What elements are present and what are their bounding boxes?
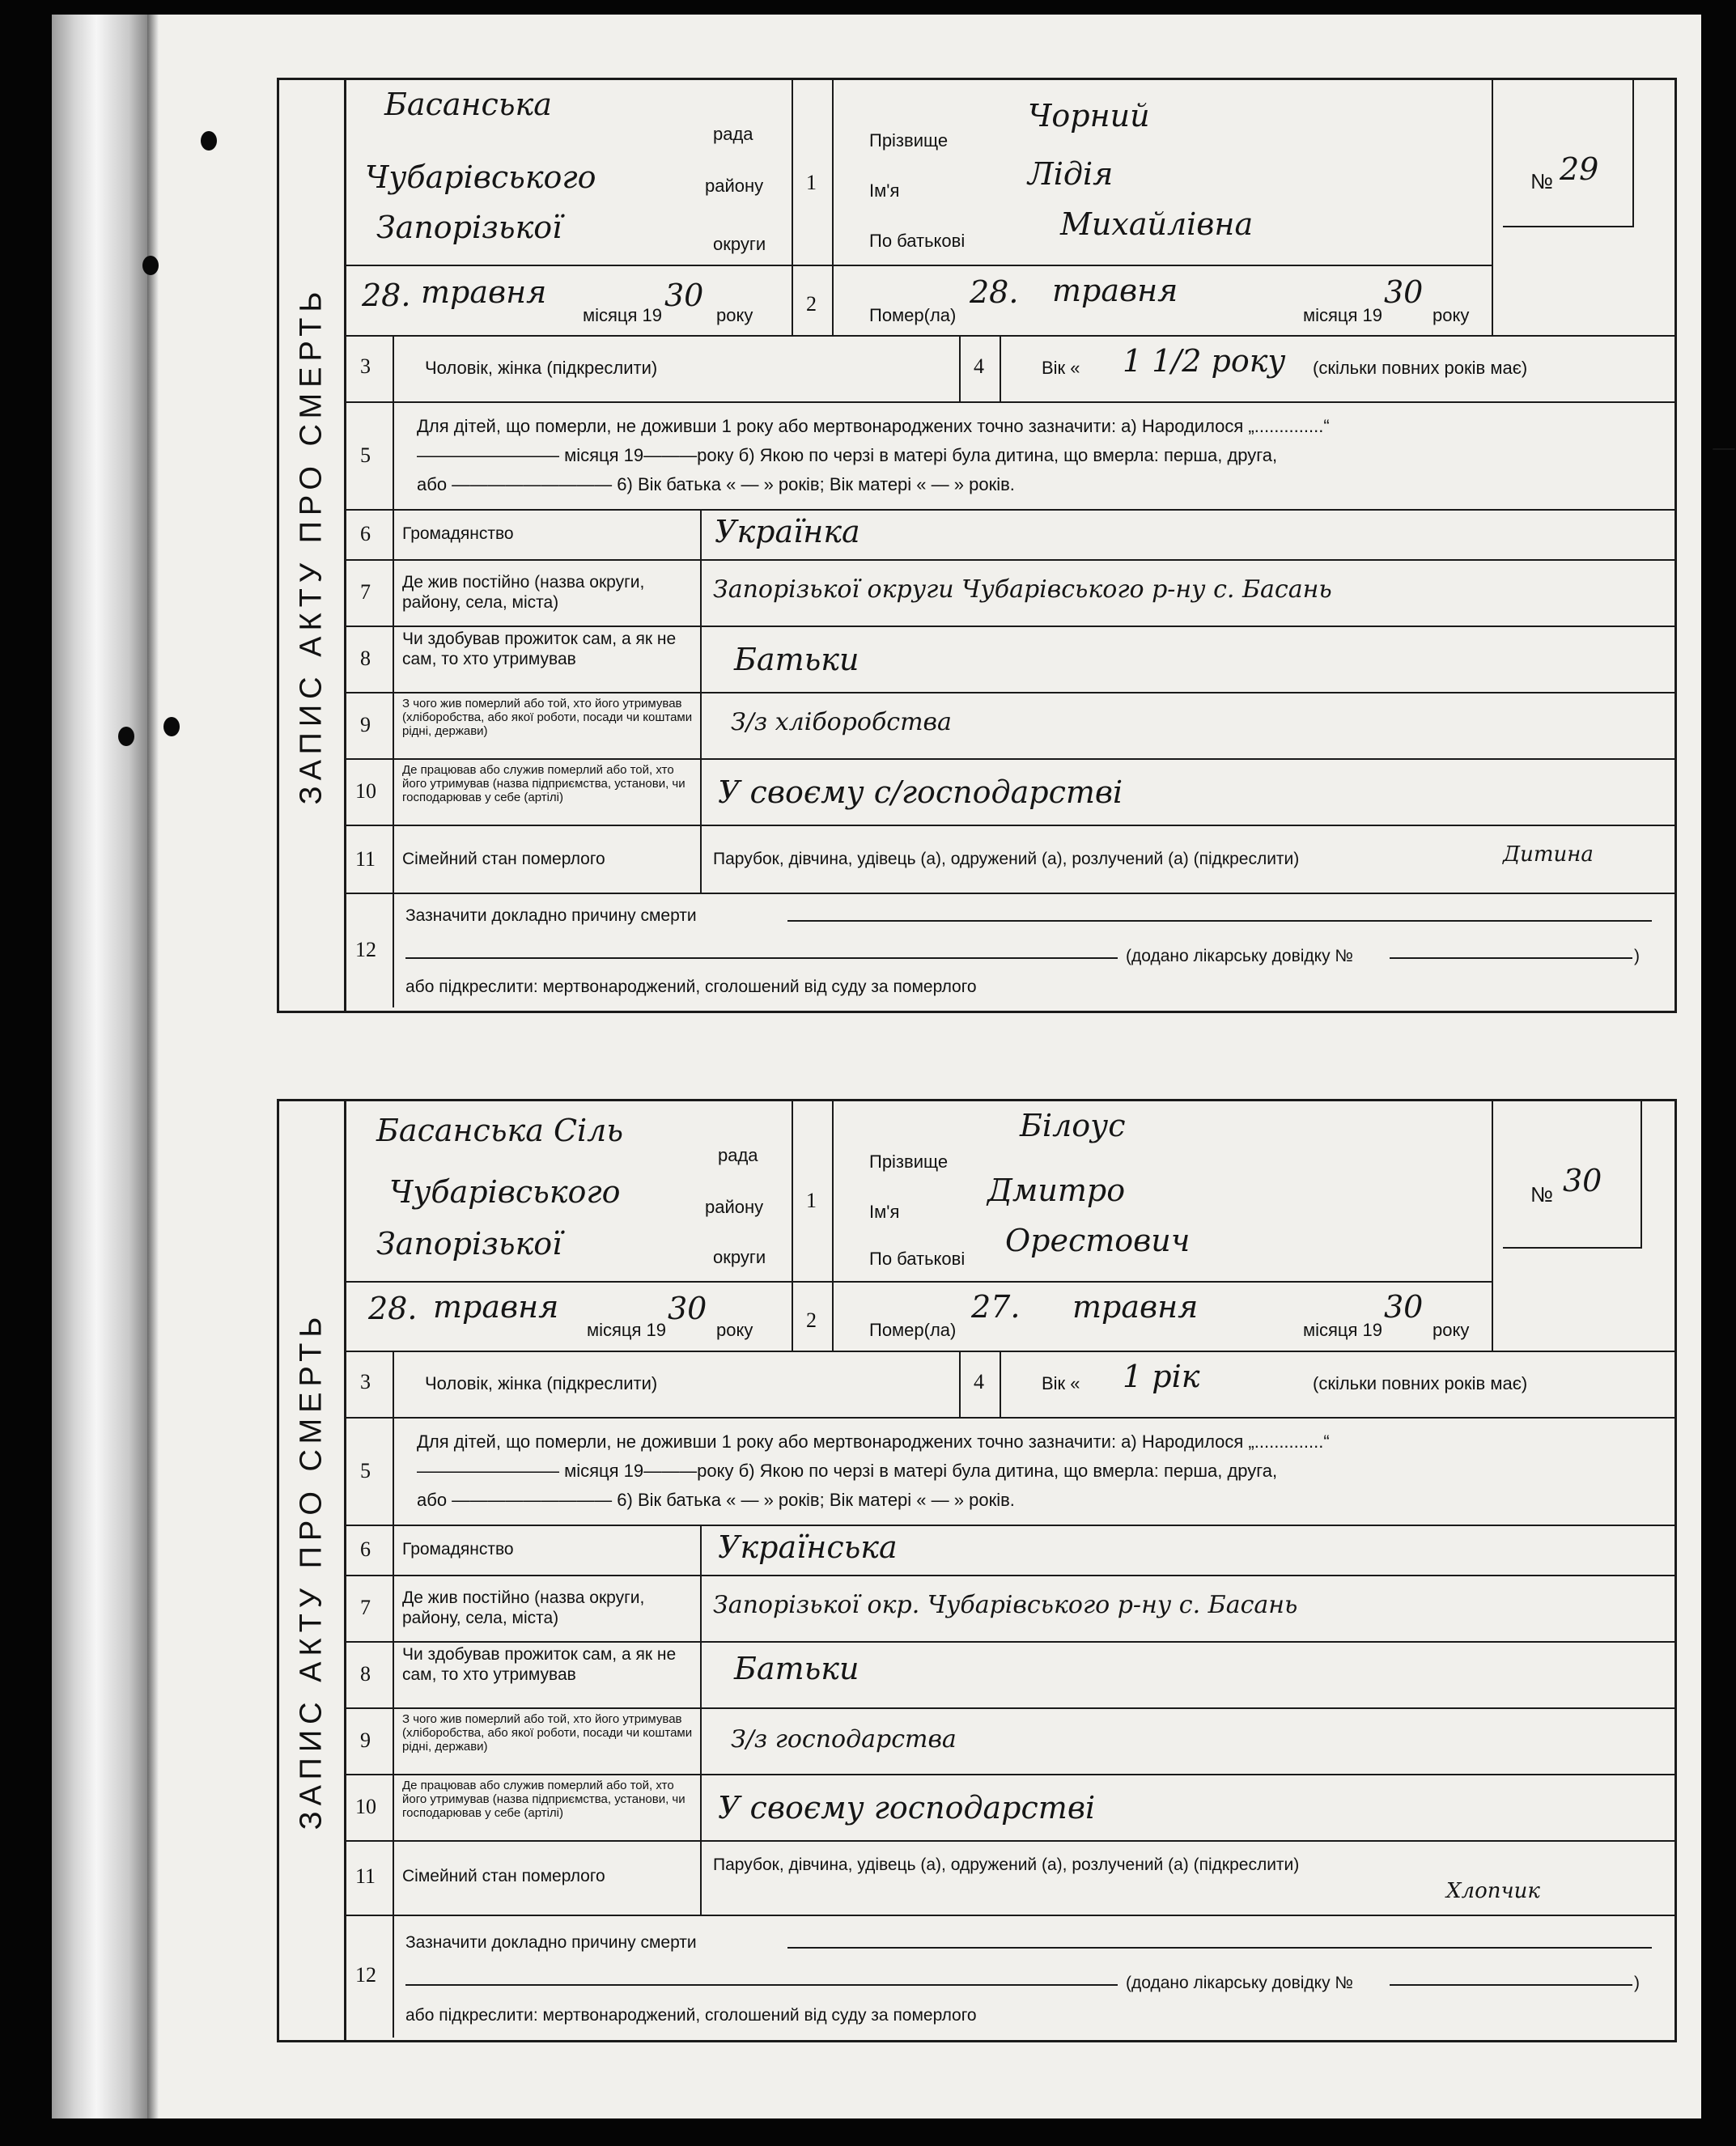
field-number: 2 (806, 1308, 817, 1332)
divider (834, 1281, 1493, 1283)
okrug-hw: Запорізької (376, 210, 562, 245)
row-9 (344, 1707, 1674, 1775)
district-hw: Чубарівського (389, 1174, 621, 1210)
marital-label: Сімейний стан померлого (402, 850, 605, 868)
reg-year-label: року (716, 1320, 753, 1340)
entry-number-cell (1492, 80, 1676, 335)
workplace-hw: У своєму с/господарстві (718, 774, 1123, 810)
surname-hw: Білоус (1020, 1108, 1126, 1143)
children-cell (393, 1417, 1676, 1525)
surname-label: Прізвище (869, 130, 949, 151)
cert-label: (додано лікарську довідку № (1126, 947, 1353, 965)
value-cell (700, 1774, 1676, 1840)
cert-label: (додано лікарську довідку № (1126, 1974, 1353, 1992)
citizenship-hw: Українка (715, 514, 860, 549)
num-col (792, 1101, 834, 1351)
citizenship-label: Громадянство (402, 1540, 514, 1559)
divider (793, 265, 834, 266)
label-cell (393, 758, 702, 825)
field-number: 9 (360, 713, 371, 736)
divider (834, 265, 1493, 266)
children-line-1: Для дітей, що померли, не доживши 1 року або мертвонароджених точно зазначити: а) Народилося „..............“ (417, 416, 1330, 436)
label-cell (393, 559, 702, 626)
field-number: 12 (355, 938, 376, 961)
occupation-label: З чого жив померлий або той, хто його утримував (хліборобства, або якої роботи, посади чи коштами рідні, держави) (402, 1712, 693, 1754)
entry-number: 30 (1563, 1163, 1602, 1198)
died-year-label: року (1433, 305, 1470, 325)
died-label: Помер(ла) (869, 305, 957, 325)
registry-cell (344, 1101, 792, 1351)
value-cell (700, 1641, 1676, 1707)
binding-hole (201, 131, 217, 151)
vertical-title: ЗАПИС АКТУ ПРО СМЕРТЬ (294, 286, 329, 805)
citizenship-label: Громадянство (402, 524, 514, 543)
children-line-3: або ————————— 6) Вік батька « — » років; Вік матері « — » років. (417, 1490, 1015, 1510)
okrug-label: округи (713, 234, 766, 254)
vertical-title-column (279, 80, 346, 1011)
cert-close: ) (1634, 947, 1640, 965)
row-8 (344, 626, 1674, 693)
value-cell (700, 1840, 1676, 1915)
surname-label: Прізвище (869, 1151, 949, 1172)
stillborn-label: або підкреслити: мертвонароджений, сголошений від суду за померлого (405, 2006, 977, 2025)
divider (344, 1281, 792, 1283)
died-month-label: місяця 19 (1303, 305, 1383, 325)
field-number: 3 (360, 354, 371, 378)
sex-cell (393, 1351, 961, 1417)
header-block (344, 80, 1674, 337)
row-5-children (344, 401, 1736, 511)
binding-hole (142, 256, 159, 275)
district-label: району (705, 1197, 764, 1217)
residence-label: Де жив постійно (назва округи, району, села, міста) (402, 573, 645, 612)
age-hw: 1 рік (1123, 1359, 1200, 1394)
age-suffix: (скільки повних років має) (1313, 1373, 1528, 1393)
label-cell (393, 1575, 702, 1641)
field-number: 1 (806, 171, 817, 194)
reg-year-hw: 30 (668, 1291, 707, 1326)
cert-line (1390, 957, 1632, 959)
cause-label: Зазначити докладно причину смерти (405, 1933, 697, 1952)
death-record-form-2 (277, 1099, 1677, 2042)
patronymic-label: По батькові (869, 231, 966, 251)
patronymic-hw: Михайлівна (1060, 206, 1254, 242)
okrug-label: округи (713, 1247, 766, 1267)
patronymic-label: По батькові (869, 1249, 966, 1269)
value-cell (700, 626, 1676, 692)
cause-cell (393, 1915, 1676, 2038)
reg-year-hw: 30 (664, 278, 704, 313)
value-cell (700, 1575, 1676, 1641)
age-cell (1000, 1351, 1676, 1417)
age-cell (1000, 335, 1676, 401)
person-cell (832, 1101, 1493, 1351)
entry-label: № (1530, 1182, 1553, 1207)
citizenship-hw: Українська (718, 1529, 898, 1565)
reg-day-hw: 28. (368, 1291, 418, 1326)
label-cell (393, 825, 702, 893)
cause-label: Зазначити докладно причину смерти (405, 906, 697, 925)
entry-number-cell (1492, 1101, 1676, 1351)
row-6 (344, 1525, 1674, 1576)
age-hw: 1 1/2 року (1123, 343, 1286, 379)
marital-options: Парубок, дівчина, удівець (а), одружений (а), розлучений (а) (підкреслити) (713, 850, 1300, 868)
surname-hw: Чорний (1028, 98, 1150, 134)
name-label: Ім'я (869, 180, 900, 201)
field-number: 4 (974, 354, 984, 378)
field-number: 6 (360, 1537, 371, 1561)
registry-cell (344, 80, 792, 335)
field-number: 8 (360, 647, 371, 670)
district-label: району (705, 176, 764, 196)
cause-line (405, 1984, 1118, 1986)
label-cell (393, 1707, 702, 1774)
died-month-hw: травня (1052, 273, 1178, 308)
children-line-2: ———————— місяця 19———року б) Якою по черзі в матері була дитина, що вмерла: перша, друга, (417, 1461, 1278, 1481)
support-hw: Батьки (734, 1651, 860, 1686)
district-hw: Чубарівського (365, 159, 596, 195)
cause-line (405, 957, 1118, 959)
scanned-page (52, 15, 1736, 2118)
label-cell (393, 626, 702, 692)
row-10 (344, 1774, 1674, 1842)
cause-line (787, 1947, 1652, 1949)
occupation-hw: З/з хліборобства (731, 708, 952, 736)
occupation-label: З чого жив померлий або той, хто його утримував (хліборобства, або якої роботи, посади чи коштами рідні, держави) (402, 697, 693, 738)
field-number: 7 (360, 580, 371, 604)
reg-month-label: місяця 19 (587, 1320, 667, 1340)
num-col (959, 335, 1001, 401)
council-hw: Басанська (384, 87, 552, 122)
name-label: Ім'я (869, 1202, 900, 1222)
field-number: 11 (355, 847, 376, 871)
council-hw: Басанська Сіль (376, 1113, 624, 1148)
value-cell (700, 825, 1676, 893)
binding-hole (118, 727, 134, 746)
reg-month-hw: травня (433, 1289, 559, 1325)
divider (793, 1281, 834, 1283)
row-6 (344, 509, 1674, 561)
row-7 (344, 559, 1674, 627)
age-suffix: (скільки повних років має) (1313, 358, 1528, 378)
page-fold-edge (147, 15, 159, 2118)
support-hw: Батьки (734, 642, 860, 677)
value-cell (700, 1707, 1676, 1774)
reg-month-hw: травня (421, 274, 547, 310)
row-11 (344, 825, 1674, 894)
field-number: 5 (360, 1459, 371, 1482)
children-side-hw: — (1712, 434, 1736, 462)
row-5-children (344, 1417, 1674, 1526)
value-cell (700, 692, 1676, 758)
label-cell (393, 1525, 702, 1575)
sex-label: Чоловік, жінка (підкреслити) (425, 358, 658, 378)
label-cell (393, 509, 702, 559)
row-9 (344, 692, 1674, 760)
field-number: 6 (360, 522, 371, 545)
page-fold-shadow (52, 15, 147, 2118)
entry-label: № (1530, 169, 1553, 193)
death-record-form-1 (277, 78, 1736, 1013)
residence-label: Де жив постійно (назва округи, району, села, міста) (402, 1588, 645, 1627)
field-number: 4 (974, 1370, 984, 1393)
age-label: Вік « (1042, 1373, 1080, 1393)
field-number: 12 (355, 1963, 376, 1987)
value-cell (700, 509, 1676, 559)
value-cell (700, 559, 1676, 626)
stillborn-label: або підкреслити: мертвонароджений, сголошений від суду за померлого (405, 978, 977, 996)
value-cell (700, 758, 1676, 825)
cause-line (787, 920, 1652, 922)
died-day-hw: 28. (970, 274, 1019, 310)
died-year-hw: 30 (1384, 274, 1424, 310)
divider (344, 265, 792, 266)
children-cell (393, 401, 1736, 509)
label-cell (393, 1774, 702, 1840)
died-year-hw: 30 (1384, 1289, 1424, 1325)
label-cell (393, 692, 702, 758)
reg-month-label: місяця 19 (583, 305, 663, 325)
num-col (959, 1351, 1001, 1417)
council-label: рада (718, 1145, 758, 1165)
person-cell (832, 80, 1493, 335)
children-line-1: Для дітей, що померли, не доживши 1 року або мертвонароджених точно зазначити: а) Народилося „..............“ (417, 1431, 1330, 1452)
field-number: 10 (355, 1795, 376, 1818)
died-day-hw: 27. (971, 1289, 1021, 1325)
binding-hole (163, 717, 180, 736)
field-number: 8 (360, 1662, 371, 1686)
field-number: 5 (360, 443, 371, 467)
sex-label: Чоловік, жінка (підкреслити) (425, 1373, 658, 1393)
residence-hw: Запорізької окр. Чубарівського р-ну с. Басань (713, 1591, 1298, 1619)
occupation-hw: З/з господарства (731, 1725, 957, 1754)
field-number: 9 (360, 1728, 371, 1752)
workplace-label: Де працював або служив померлий або той, хто його утримував (назва підприємства, установи, чи господарював у себе (артілі) (402, 763, 685, 804)
field-number: 3 (360, 1370, 371, 1393)
cause-cell (393, 893, 1676, 1007)
died-month-label: місяця 19 (1303, 1320, 1383, 1340)
children-line-3: або ————————— 6) Вік батька « — » років; Вік матері « — » років. (417, 474, 1015, 494)
reg-year-label: року (716, 305, 753, 325)
support-label: Чи здобував прожиток сам, а як не сам, то хто утримував (402, 630, 677, 668)
value-cell (700, 1525, 1676, 1575)
patronymic-hw: Орестович (1005, 1223, 1191, 1258)
council-label: рада (713, 124, 753, 144)
marital-options: Парубок, дівчина, удівець (а), одружений (а), розлучений (а) (підкреслити) (713, 1855, 1300, 1874)
row-10 (344, 758, 1674, 826)
died-year-label: року (1433, 1320, 1470, 1340)
entry-number: 29 (1560, 151, 1599, 187)
reg-day-hw: 28. (362, 278, 411, 313)
num-col (792, 80, 834, 335)
name-hw: Лідія (1028, 156, 1114, 192)
field-number: 1 (806, 1189, 817, 1212)
row-12 (344, 1915, 1674, 2038)
field-number: 11 (355, 1864, 376, 1888)
support-label: Чи здобував прожиток сам, а як не сам, то хто утримував (402, 1645, 677, 1684)
field-number: 7 (360, 1596, 371, 1619)
vertical-title: ЗАПИС АКТУ ПРО СМЕРТЬ (294, 1311, 329, 1830)
label-cell (393, 1840, 702, 1915)
marital-label: Сімейний стан померлого (402, 1867, 605, 1885)
age-label: Вік « (1042, 358, 1080, 378)
marital-hw: Хлопчик (1446, 1879, 1540, 1903)
row-3-4 (344, 335, 1674, 403)
died-label: Помер(ла) (869, 1320, 957, 1340)
workplace-hw: У своєму господарстві (718, 1790, 1096, 1826)
row-8 (344, 1641, 1674, 1709)
label-cell (393, 1641, 702, 1707)
marital-hw: Дитина (1503, 842, 1594, 867)
row-3-4 (344, 1351, 1674, 1419)
vertical-title-column (279, 1101, 346, 2040)
children-line-2: ———————— місяця 19———року б) Якою по черзі в матері була дитина, що вмерла: перша, друга, (417, 445, 1278, 465)
cert-line (1390, 1984, 1632, 1986)
field-number: 10 (355, 779, 376, 803)
row-12 (344, 893, 1674, 1007)
field-number: 2 (806, 292, 817, 316)
header-block (344, 1101, 1674, 1352)
row-7 (344, 1575, 1674, 1643)
sex-cell (393, 335, 961, 401)
died-month-hw: травня (1072, 1289, 1199, 1325)
okrug-hw: Запорізької (376, 1226, 562, 1262)
workplace-label: Де працював або служив померлий або той, хто його утримував (назва підприємства, установи, чи господарював у себе (артілі) (402, 1779, 685, 1820)
cert-close: ) (1634, 1974, 1640, 1992)
residence-hw: Запорізької округи Чубарівського р-ну с. Басань (713, 575, 1332, 604)
name-hw: Дмитро (987, 1173, 1126, 1208)
row-11 (344, 1840, 1674, 1916)
